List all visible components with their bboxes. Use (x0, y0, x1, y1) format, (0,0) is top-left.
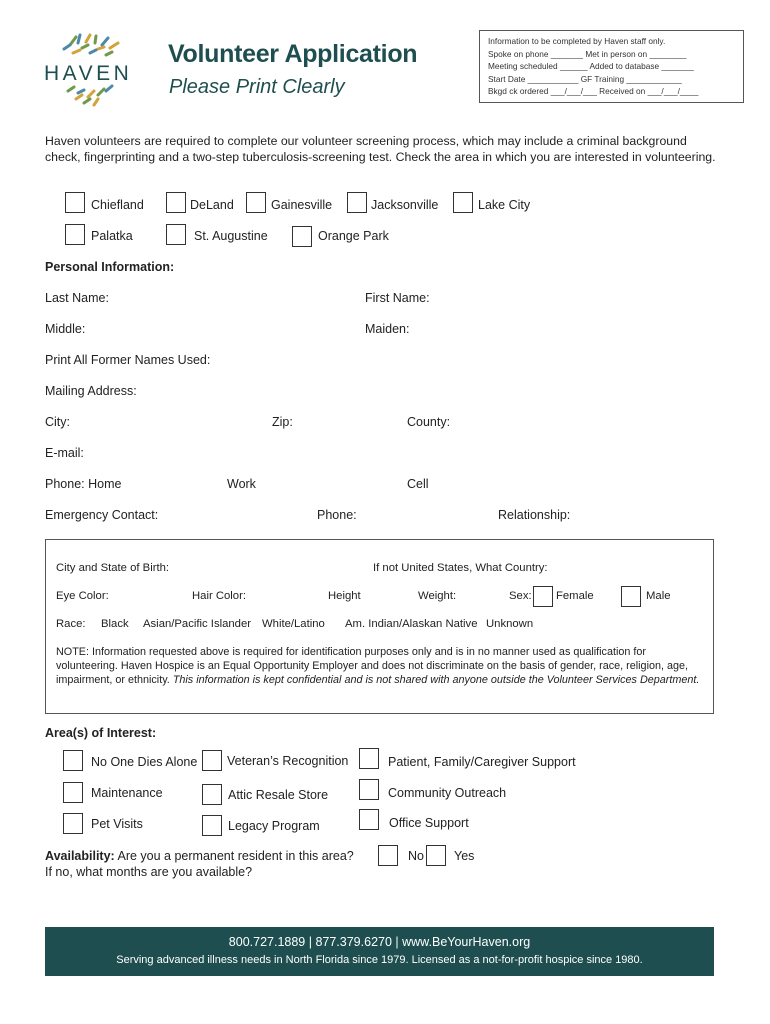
interest-label: No One Dies Alone (91, 755, 198, 769)
location-label: Jacksonville (371, 198, 439, 212)
former-names-field[interactable]: Print All Former Names Used: (45, 353, 211, 367)
birth-country-field[interactable]: If not United States, What Country: (373, 562, 548, 574)
staff-line: Spoke on phone _______ Met in person on ________ (488, 48, 687, 59)
interest-label: Veteran’s Recognition (227, 754, 349, 768)
footer-contact: 800.727.1889 | 877.379.6270 | www.BeYourHaven.org (228, 935, 531, 949)
hair-color-field[interactable]: Hair Color: (192, 590, 246, 602)
checkbox-orange-park[interactable] (292, 226, 312, 247)
section-heading-personal: Personal Information: (45, 260, 175, 274)
location-label: Orange Park (318, 229, 389, 243)
emergency-contact-field[interactable]: Emergency Contact: (45, 508, 159, 522)
checkbox-availability-no[interactable] (378, 845, 398, 866)
county-field[interactable]: County: (407, 415, 451, 429)
checkbox-lake-city[interactable] (453, 192, 473, 213)
location-label: Chiefland (91, 198, 144, 212)
sex-label: Sex: (509, 590, 532, 602)
checkbox-gainesville[interactable] (246, 192, 266, 213)
checkbox-chiefland[interactable] (65, 192, 85, 213)
checkbox-female[interactable] (533, 586, 553, 607)
height-field[interactable]: Height (328, 590, 361, 602)
race-option-native[interactable]: Am. Indian/Alaskan Native (345, 618, 478, 630)
race-option-asian[interactable]: Asian/Pacific Islander (143, 618, 251, 630)
checkbox-palatka[interactable] (65, 224, 85, 245)
interest-label: Pet Visits (91, 817, 143, 831)
staff-line: Information to be completed by Haven staff only. (488, 36, 666, 46)
checkbox-no-one-dies-alone[interactable] (63, 750, 83, 771)
interest-label: Attic Resale Store (228, 788, 329, 802)
staff-only-box (479, 30, 744, 103)
last-name-field[interactable]: Last Name: (45, 291, 109, 305)
checkbox-deland[interactable] (166, 192, 186, 213)
checkbox-veterans-recognition[interactable] (202, 750, 222, 771)
page-title: Volunteer Application (168, 40, 418, 68)
male-label: Male (646, 590, 671, 602)
interest-label: Patient, Family/Caregiver Support (388, 755, 576, 769)
checkbox-patient-family-support[interactable] (359, 748, 379, 769)
location-label: Palatka (91, 229, 133, 243)
logo-text: HAVEN (44, 62, 133, 85)
staff-line: Start Date ___________ GF Training ____________ (488, 73, 682, 84)
checkbox-attic-resale-store[interactable] (202, 784, 222, 805)
checkbox-community-outreach[interactable] (359, 779, 379, 800)
note-text: NOTE: Information requested above is required for identification purposes only and is in no manner used as qualification for volunteering. Haven Hospice is an Equal Opportunity Employer and does not discriminate on the basis of gender, race, religion, age, impairment, or ethnicity. (56, 646, 688, 686)
race-label: Race: (56, 618, 86, 630)
checkbox-maintenance[interactable] (63, 782, 83, 803)
location-label: Gainesville (271, 198, 333, 212)
section-heading-interest: Area(s) of Interest: (45, 726, 157, 740)
interest-label: Community Outreach (388, 786, 507, 800)
availability-no-label: No (408, 849, 424, 863)
zip-field[interactable]: Zip: (272, 415, 293, 429)
relationship-field[interactable]: Relationship: (498, 508, 571, 522)
mailing-address-field[interactable]: Mailing Address: (45, 384, 137, 398)
checkbox-male[interactable] (621, 586, 641, 607)
race-option-white[interactable]: White/Latino (262, 618, 325, 630)
note-italic-text: This information is kept confidential and is not shared with anyone outside the Volunteer Services Department. (172, 674, 700, 686)
birth-place-field[interactable]: City and State of Birth: (56, 562, 170, 574)
interest-label: Legacy Program (228, 819, 320, 833)
availability-label: Availability: (45, 849, 115, 863)
race-option-black[interactable]: Black (101, 618, 129, 630)
city-field[interactable]: City: (45, 415, 70, 429)
eye-color-field[interactable]: Eye Color: (56, 590, 109, 602)
checkbox-availability-yes[interactable] (426, 845, 446, 866)
interest-label: Maintenance (91, 786, 163, 800)
checkbox-st-augustine[interactable] (166, 224, 186, 245)
checkbox-office-support[interactable] (359, 809, 379, 830)
checkbox-legacy-program[interactable] (202, 815, 222, 836)
email-field[interactable]: E-mail: (45, 446, 84, 460)
first-name-field[interactable]: First Name: (365, 291, 430, 305)
availability-months-field[interactable]: If no, what months are you available? (45, 865, 253, 879)
availability-yes-label: Yes (454, 849, 475, 863)
intro-paragraph: Haven volunteers are required to complete our volunteer screening process, which may include a criminal background check, fingerprinting and a two-step tuberculosis-screening test. Check the area in which you are interested in volunteering. (45, 134, 716, 164)
race-option-unknown[interactable]: Unknown (486, 618, 534, 630)
staff-line: Meeting scheduled ______ Added to database _______ (488, 61, 694, 71)
phone-cell-field[interactable]: Cell (407, 477, 429, 491)
interest-label: Office Support (389, 816, 469, 830)
maiden-name-field[interactable]: Maiden: (365, 322, 410, 336)
confidential-note (56, 645, 701, 687)
confidential-info-box (45, 539, 714, 714)
footer-banner (45, 927, 714, 976)
checkbox-pet-visits[interactable] (63, 813, 83, 834)
location-label: Lake City (478, 198, 531, 212)
weight-field[interactable]: Weight: (418, 590, 457, 602)
page-subtitle: Please Print Clearly (169, 76, 345, 98)
female-label: Female (556, 590, 594, 602)
availability-question-text: Are you a permanent resident in this area? (117, 849, 354, 863)
location-label: St. Augustine (194, 229, 268, 243)
footer-tagline: Serving advanced illness needs in North Florida since 1979. Licensed as a not-for-profit hospice since 1980. (116, 954, 643, 966)
phone-work-field[interactable]: Work (227, 477, 256, 491)
middle-name-field[interactable]: Middle: (45, 322, 86, 336)
location-label: DeLand (190, 198, 234, 212)
phone-home-field[interactable]: Phone: Home (45, 477, 122, 491)
staff-line: Bkgd ck ordered ___/___/___ Received on ___/___/____ (488, 86, 699, 96)
availability-question (45, 849, 354, 863)
checkbox-jacksonville[interactable] (347, 192, 367, 213)
haven-logo (40, 33, 140, 111)
emergency-phone-field[interactable]: Phone: (317, 508, 357, 522)
